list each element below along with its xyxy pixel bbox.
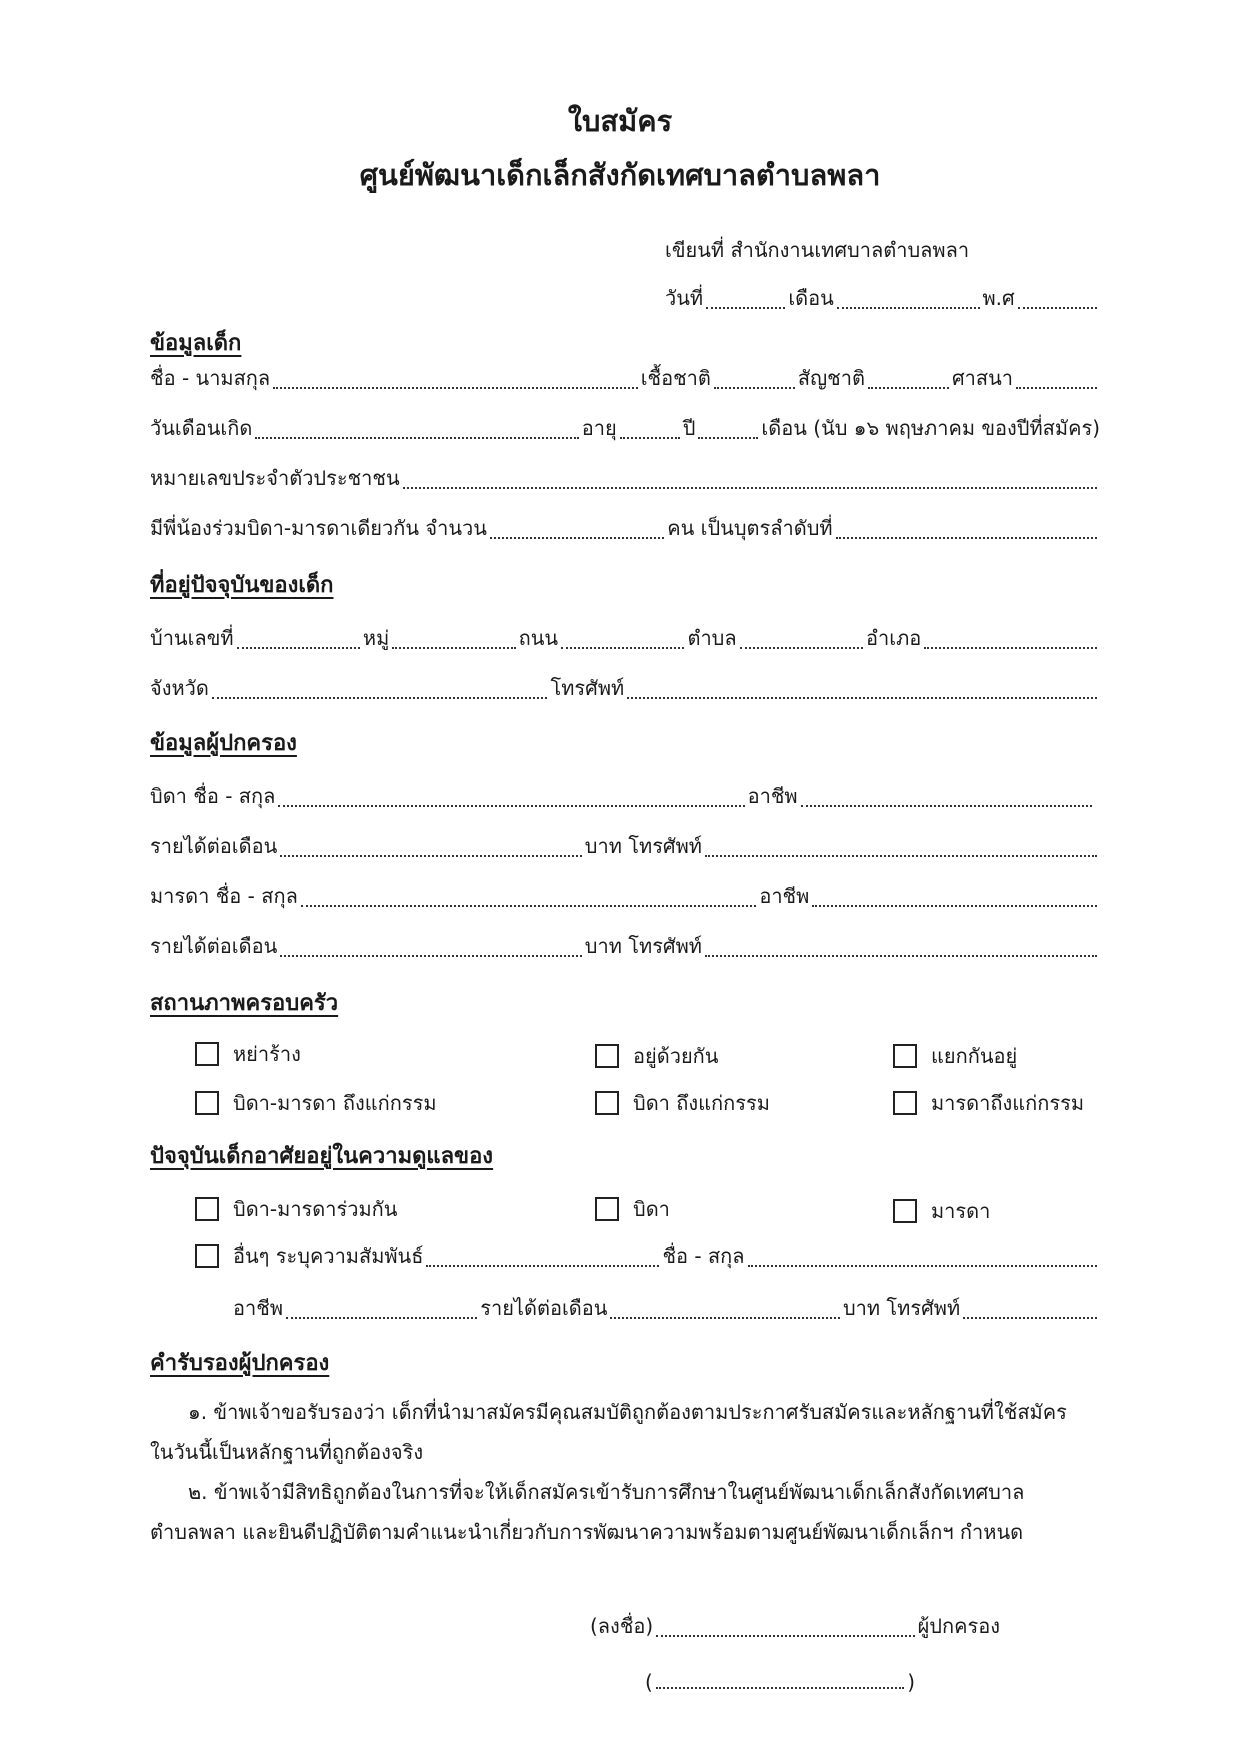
district-label: อำเภอ — [865, 626, 922, 650]
care-heading: ปัจจุบันเด็กอาศัยอยู่ในความดูแลของ — [150, 1144, 494, 1169]
age-year-label: ปี — [682, 416, 696, 440]
siblings-field[interactable] — [490, 537, 664, 539]
birthdate-label: วันเดือนเกิด — [150, 416, 253, 440]
care-other-label: อื่นๆ ระบุความสัมพันธ์ — [233, 1244, 424, 1268]
nationality-field[interactable] — [868, 387, 949, 389]
form-title: ใบสมัคร — [567, 104, 673, 138]
status-mother-deceased-option[interactable] — [893, 1087, 1084, 1119]
child-name-field[interactable] — [273, 387, 638, 389]
mother-income-label: รายได้ต่อเดือน — [150, 934, 278, 958]
address-phone-label: โทรศัพท์ — [550, 676, 625, 700]
subdistrict-label: ตำบล — [687, 626, 737, 650]
care-mother-label: มารดา — [931, 1199, 991, 1223]
checkbox[interactable] — [195, 1244, 219, 1268]
id-label: หมายเลขประจำตัวประชาชน — [150, 466, 400, 490]
care-name-field[interactable] — [748, 1265, 1097, 1267]
checkbox[interactable] — [893, 1091, 917, 1115]
care-both-parents-label: บิดา-มารดาร่วมกัน — [233, 1197, 398, 1221]
father-name-label: บิดา ชื่อ - สกุล — [150, 784, 276, 808]
care-mother-option[interactable] — [893, 1195, 990, 1227]
house-no-label: บ้านเลขที่ — [150, 626, 234, 650]
signature-field[interactable] — [656, 1635, 914, 1637]
status-together-label: อยู่ด้วยกัน — [633, 1044, 719, 1068]
father-occupation-field[interactable] — [801, 805, 1092, 807]
year-label: พ.ศ — [982, 286, 1015, 310]
checkbox[interactable] — [595, 1044, 619, 1068]
child-name-label: ชื่อ - นามสกุล — [150, 366, 271, 390]
checkbox[interactable] — [893, 1044, 917, 1068]
age-month-note: เดือน (นับ ๑๖ พฤษภาคม ของปีที่สมัคร) — [761, 416, 1100, 440]
father-baht-phone-label: บาท โทรศัพท์ — [584, 834, 702, 858]
care-both-parents-option[interactable] — [195, 1193, 397, 1225]
family-status-heading: สถานภาพครอบครัว — [150, 991, 339, 1016]
day-label: วันที่ — [665, 286, 704, 310]
guardian-heading: ข้อมูลผู้ปกครอง — [150, 731, 297, 756]
siblings-row — [150, 510, 1100, 546]
ethnicity-label: เชื้อชาติ — [640, 366, 711, 390]
checkbox[interactable] — [893, 1199, 917, 1223]
certification-p1-line2: ในวันนี้เป็นหลักฐานที่ถูกต้องจริง — [150, 1440, 424, 1464]
mother-occupation-field[interactable] — [812, 905, 1097, 907]
printed-name-row — [645, 1660, 915, 1696]
status-divorced-option[interactable] — [195, 1038, 301, 1070]
father-income-label: รายได้ต่อเดือน — [150, 834, 278, 858]
care-income-field[interactable] — [610, 1317, 839, 1319]
year-field[interactable] — [1018, 307, 1097, 309]
care-father-option[interactable] — [595, 1193, 670, 1225]
care-phone-field[interactable] — [963, 1317, 1097, 1319]
status-together-option[interactable] — [595, 1040, 718, 1072]
status-separated-option[interactable] — [893, 1040, 1017, 1072]
status-divorced-label: หย่าร้าง — [233, 1042, 301, 1066]
religion-label: ศาสนา — [951, 366, 1013, 390]
id-field[interactable] — [403, 487, 1097, 489]
certification-text — [150, 1392, 1100, 1552]
care-baht-phone-label: บาท โทรศัพท์ — [842, 1296, 961, 1320]
child-info-heading: ข้อมูลเด็ก — [150, 331, 242, 356]
birth-order-field[interactable] — [836, 537, 1097, 539]
status-both-deceased-option[interactable] — [195, 1087, 437, 1119]
status-both-deceased-label: บิดา-มารดา ถึงแก่กรรม — [233, 1091, 437, 1115]
checkbox[interactable] — [195, 1042, 219, 1066]
mother-row — [150, 878, 1100, 914]
nationality-label: สัญชาติ — [797, 366, 865, 390]
checkbox[interactable] — [195, 1091, 219, 1115]
care-name-label: ชื่อ - สกุล — [662, 1244, 745, 1268]
address-phone-field[interactable] — [627, 697, 1097, 699]
mother-baht-phone-label: บาท โทรศัพท์ — [584, 934, 702, 958]
province-field[interactable] — [212, 697, 548, 699]
father-name-field[interactable] — [278, 805, 744, 807]
siblings-label: มีพี่น้องร่วมบิดา-มารดาเดียวกัน จำนวน — [150, 516, 487, 540]
care-details-row — [233, 1290, 1100, 1326]
age-year-field[interactable] — [620, 437, 680, 439]
certification-heading: คำรับรองผู้ปกครอง — [150, 1351, 330, 1376]
father-phone-field[interactable] — [705, 855, 1097, 857]
address-row-2 — [150, 670, 1100, 706]
care-income-label: รายได้ต่อเดือน — [480, 1296, 608, 1320]
status-mother-deceased-label: มารดาถึงแก่กรรม — [931, 1091, 1085, 1115]
month-field[interactable] — [837, 307, 980, 309]
house-no-field[interactable] — [237, 647, 360, 649]
province-label: จังหวัด — [150, 676, 209, 700]
road-label: ถนน — [518, 626, 559, 650]
certification-p2-line2: ตำบลพลา และยินดีปฏิบัติตามคำแนะนำเกี่ยวกับการพัฒนาความพร้อมตามศูนย์พัฒนาเด็กเล็กฯ กำหนด — [150, 1520, 1024, 1544]
written-at-label: เขียนที่ สำนักงานเทศบาลตำบลพลา — [665, 238, 970, 262]
subdistrict-field[interactable] — [740, 647, 863, 649]
district-field[interactable] — [924, 647, 1097, 649]
open-paren: ( — [645, 1670, 653, 1694]
mother-phone-field[interactable] — [705, 955, 1097, 957]
ethnicity-field[interactable] — [714, 387, 795, 389]
father-row — [150, 778, 1095, 814]
road-field[interactable] — [561, 647, 684, 649]
status-separated-label: แยกกันอยู่ — [931, 1044, 1018, 1068]
child-name-row — [150, 360, 1100, 396]
status-father-deceased-label: บิดา ถึงแก่กรรม — [633, 1091, 770, 1115]
address-row-1 — [150, 620, 1100, 656]
checkbox[interactable] — [595, 1197, 619, 1221]
age-label: อายุ — [581, 416, 617, 440]
day-field[interactable] — [706, 307, 785, 309]
checkbox[interactable] — [595, 1091, 619, 1115]
certification-p1-line1: ๑. ข้าพเจ้าขอรับรองว่า เด็กที่นำมาสมัครมีคุณสมบัติถูกต้องตามประกาศรับสมัครและหลักฐานที่ใช้สมัคร — [188, 1400, 1067, 1424]
address-heading: ที่อยู่ปัจจุบันของเด็ก — [150, 573, 334, 598]
father-income-row — [150, 828, 1100, 864]
signature-row — [590, 1608, 1000, 1644]
certification-p2-line1: ๒. ข้าพเจ้ามีสิทธิถูกต้องในการที่จะให้เด็กสมัครเข้ารับการศึกษาในศูนย์พัฒนาเด็กเล็กสังกัดเทศบาล — [188, 1480, 1025, 1504]
birth-order-label: คน เป็นบุตรลำดับที่ — [667, 516, 833, 540]
mother-income-row — [150, 928, 1100, 964]
close-paren: ) — [907, 1670, 915, 1694]
moo-label: หมู่ — [362, 626, 390, 650]
father-occupation-label: อาชีพ — [747, 784, 798, 808]
status-father-deceased-option[interactable] — [595, 1087, 770, 1119]
care-father-label: บิดา — [633, 1197, 670, 1221]
printed-name-field[interactable] — [656, 1687, 904, 1689]
care-other-row — [195, 1238, 1100, 1274]
birthdate-field[interactable] — [255, 437, 578, 439]
mother-occupation-label: อาชีพ — [759, 884, 810, 908]
care-occupation-label: อาชีพ — [233, 1296, 283, 1320]
checkbox[interactable] — [195, 1197, 219, 1221]
sign-label: (ลงชื่อ) — [590, 1614, 654, 1638]
id-row — [150, 460, 1100, 496]
sign-role-label: ผู้ปกครอง — [917, 1614, 1000, 1638]
month-label: เดือน — [788, 286, 834, 310]
religion-field[interactable] — [1016, 387, 1097, 389]
moo-field[interactable] — [392, 647, 515, 649]
birthdate-row — [150, 410, 1100, 446]
written-at-row — [665, 232, 1100, 268]
date-row — [665, 280, 1100, 316]
father-income-field[interactable] — [280, 855, 582, 857]
mother-income-field[interactable] — [280, 955, 582, 957]
care-occupation-field[interactable] — [286, 1317, 477, 1319]
age-month-field[interactable] — [698, 437, 758, 439]
mother-name-field[interactable] — [301, 905, 756, 907]
care-relationship-field[interactable] — [426, 1265, 659, 1267]
mother-name-label: มารดา ชื่อ - สกุล — [150, 884, 298, 908]
form-subtitle: ศูนย์พัฒนาเด็กเล็กสังกัดเทศบาลตำบลพลา — [359, 158, 881, 192]
